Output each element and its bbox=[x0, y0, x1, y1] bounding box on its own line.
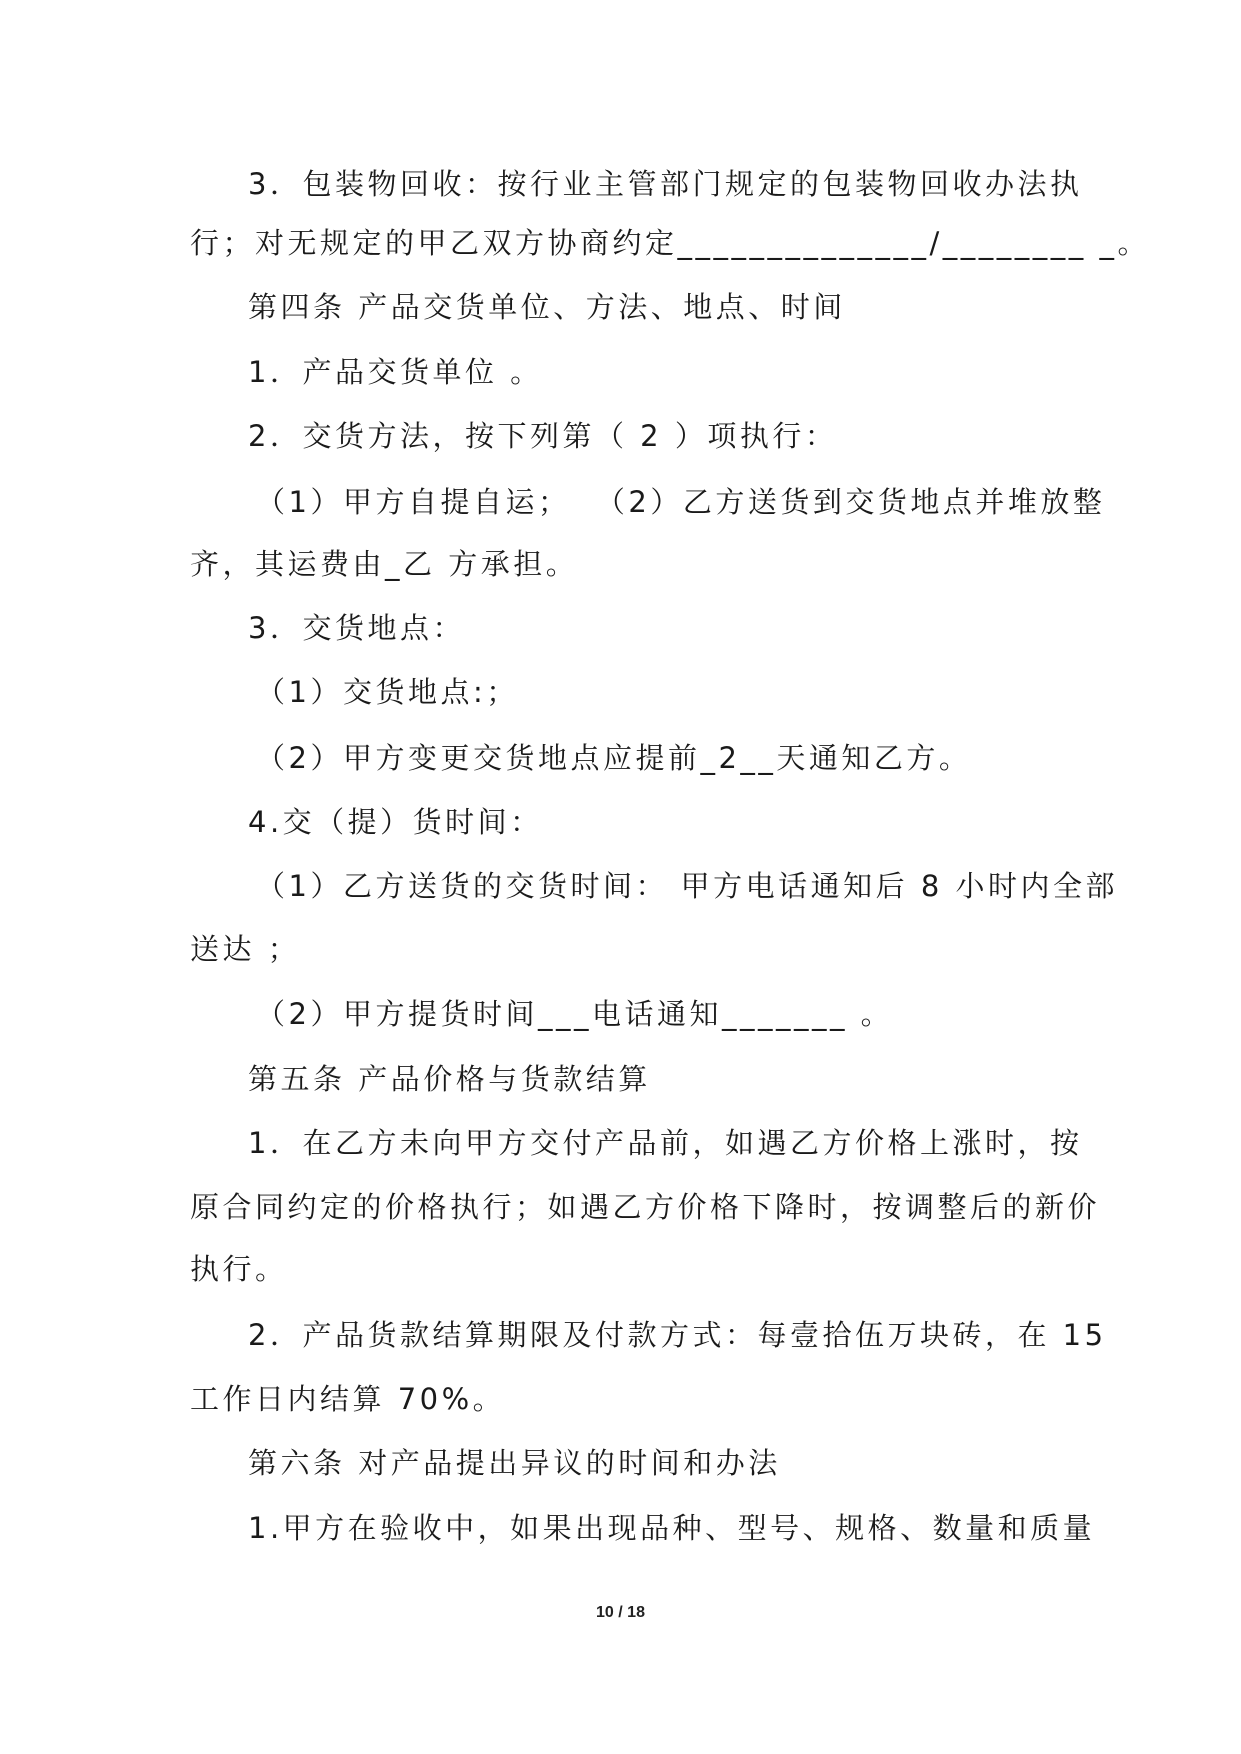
paragraph-line: 2．产品货款结算期限及付款方式：每壹拾伍万块砖，在 15 bbox=[248, 1318, 1107, 1352]
paragraph-line: 1．产品交货单位 。 bbox=[248, 355, 543, 389]
paragraph-line: （2）甲方提货时间___电话通知_______ 。 bbox=[256, 997, 894, 1031]
paragraph-line: （1）交货地点:； bbox=[256, 675, 519, 709]
paragraph-line: （1）乙方送货的交货时间： 甲方电话通知后 8 小时内全部 bbox=[256, 869, 1119, 903]
paragraph-line: 3．交货地点： bbox=[248, 611, 465, 645]
paragraph-line: 齐，其运费由_乙 方承担。 bbox=[190, 547, 579, 581]
paragraph-line: 送达 ； bbox=[190, 932, 301, 966]
paragraph-line: 行；对无规定的甲乙双方协商约定______________/________ _。 bbox=[190, 226, 1150, 260]
paragraph-line: 2．交货方法，按下列第（ 2 ）项执行： bbox=[248, 419, 838, 453]
paragraph-line: 工作日内结算 70%。 bbox=[190, 1382, 506, 1416]
section-heading: 第五条 产品价格与货款结算 bbox=[248, 1062, 651, 1096]
section-heading: 第六条 对产品提出异议的时间和办法 bbox=[248, 1446, 781, 1480]
paragraph-line: 1.甲方在验收中，如果出现品种、型号、规格、数量和质量 bbox=[248, 1511, 1096, 1545]
paragraph-line: （2）甲方变更交货地点应提前_2__天通知乙方。 bbox=[256, 741, 972, 775]
page-number: 10 / 18 bbox=[596, 1604, 645, 1621]
paragraph-line: 执行。 bbox=[190, 1252, 288, 1286]
paragraph-line: 原合同约定的价格执行；如遇乙方价格下降时，按调整后的新价 bbox=[190, 1190, 1101, 1224]
paragraph-line: 4.交（提）货时间： bbox=[248, 805, 543, 839]
section-heading: 第四条 产品交货单位、方法、地点、时间 bbox=[248, 290, 846, 324]
paragraph-line: 3．包装物回收：按行业主管部门规定的包装物回收办法执 bbox=[248, 167, 1083, 201]
paragraph-line: 1．在乙方未向甲方交付产品前，如遇乙方价格上涨时，按 bbox=[248, 1126, 1083, 1160]
paragraph-line: （1）甲方自提自运； （2）乙方送货到交货地点并堆放整 bbox=[256, 485, 1106, 519]
